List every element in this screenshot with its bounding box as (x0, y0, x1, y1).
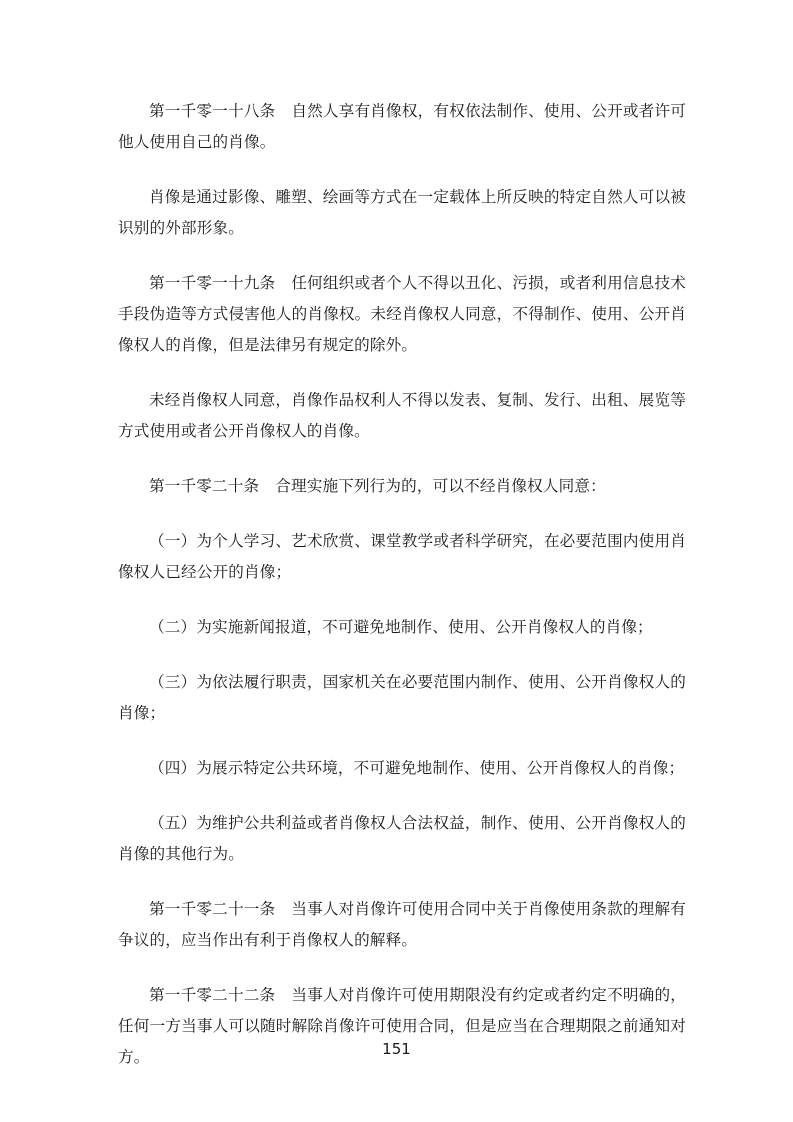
paragraph-text: 当事人对肖像许可使用期限没有约定或者约定不明确的，任何一方当事人可以随时解除肖像许可使用合同，但是应当在合理期限之前通知对方。 (118, 986, 686, 1066)
paragraph-text: 未经肖像权人同意，肖像作品权利人不得以发表、复制、发行、出租、展览等方式使用或者公开肖像权人的肖像。 (118, 391, 686, 440)
paragraph-article-1018 (118, 96, 686, 158)
article-number: 第一千零二十一条 (149, 900, 276, 918)
paragraph-portrait-definition (118, 182, 686, 244)
paragraph-article-1020 (118, 471, 686, 502)
list-item-5 (118, 808, 686, 870)
list-item-1 (118, 526, 686, 588)
paragraph-text: （四）为展示特定公共环境，不可避免地制作、使用、公开肖像权人的肖像； (149, 759, 685, 777)
paragraph-text: （三）为依法履行职责，国家机关在必要范围内制作、使用、公开肖像权人的肖像； (118, 673, 686, 722)
paragraph-text: 任何组织或者个人不得以丑化、污损，或者利用信息技术手段伪造等方式侵害他人的肖像权。未经肖像权人同意，不得制作、使用、公开肖像权人的肖像，但是法律另有规定的除外。 (118, 274, 686, 354)
paragraph-text: 肖像是通过影像、雕塑、绘画等方式在一定载体上所反映的特定自然人可以被识别的外部形象。 (118, 188, 686, 237)
paragraph-article-1019 (118, 268, 686, 361)
article-number: 第一千零二十条 (149, 477, 260, 495)
paragraph-article-1019-second (118, 385, 686, 447)
document-body (118, 96, 686, 1097)
paragraph-text: 当事人对肖像许可使用合同中关于肖像使用条款的理解有争议的，应当作出有利于肖像权人的解释。 (118, 900, 686, 949)
list-item-4 (118, 753, 686, 784)
paragraph-article-1021 (118, 894, 686, 956)
paragraph-text: 自然人享有肖像权，有权依法制作、使用、公开或者许可他人使用自己的肖像。 (118, 102, 686, 151)
article-number: 第一千零一十八条 (149, 102, 276, 120)
article-number: 第一千零二十二条 (149, 986, 276, 1004)
list-item-3 (118, 667, 686, 729)
paragraph-text: （一）为个人学习、艺术欣赏、课堂教学或者科学研究，在必要范围内使用肖像权人已经公开的肖像； (118, 532, 686, 581)
paragraph-text: （五）为维护公共利益或者肖像权人合法权益，制作、使用、公开肖像权人的肖像的其他行为。 (118, 814, 686, 863)
article-number: 第一千零一十九条 (149, 274, 276, 292)
paragraph-article-1022 (118, 980, 686, 1073)
page-number: 151 (382, 1040, 411, 1058)
list-item-2 (118, 612, 686, 643)
paragraph-text: （二）为实施新闻报道，不可避免地制作、使用、公开肖像权人的肖像； (149, 618, 653, 636)
paragraph-text: 合理实施下列行为的，可以不经肖像权人同意： (275, 477, 606, 495)
